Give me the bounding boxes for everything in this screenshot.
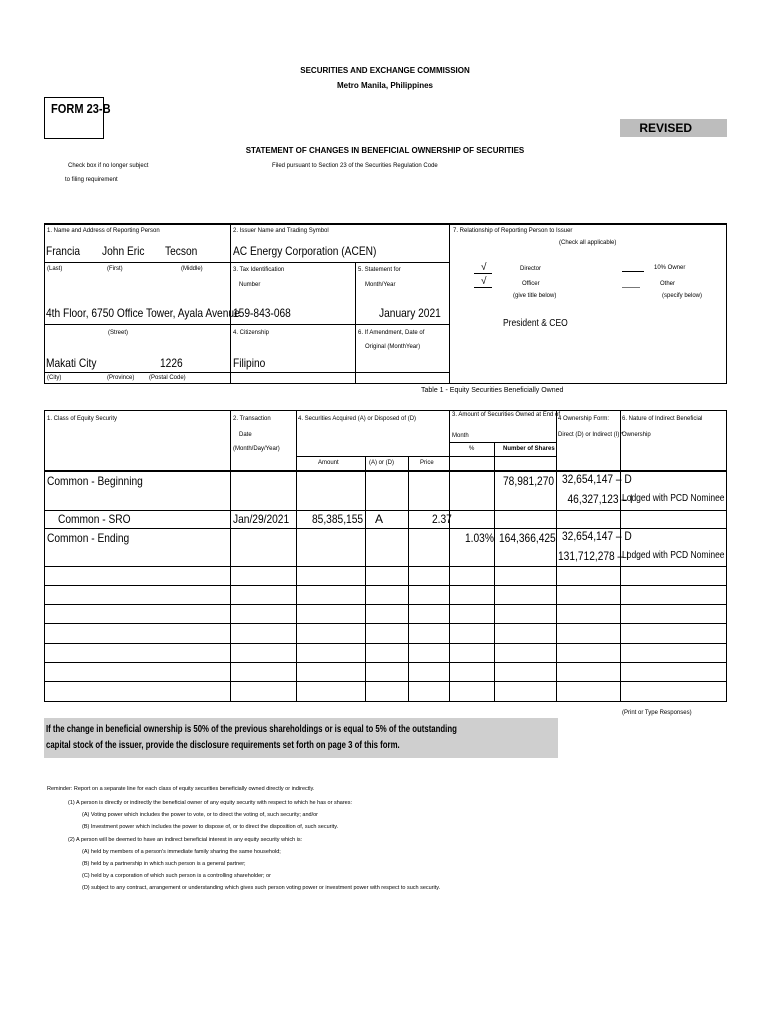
reminder-p2: (2) A person will be deemed to have an indirect beneficial interest in any equity security which is: [68,837,303,843]
table-row-shares: 78,981,270 [503,474,555,488]
city: Makati City [46,356,97,370]
form-subtitle: Filed pursuant to Section 23 of the Securities Regulation Code [272,163,438,169]
revised-badge: REVISED [620,119,727,137]
reminder-p2b: (B) held by a partnership in which such person is a general partner; [82,861,246,867]
col-date-header-2: Date [239,432,252,438]
table-row-date: Jan/29/2021 [233,512,290,526]
tin-label: 3. Tax Identification [233,267,285,273]
postal-label: (Postal Code) [149,375,186,381]
director-check-icon: √ [481,262,487,273]
col-owned-header: 3. Amount of Securities Owned at End of [452,412,561,418]
owner10-label: 10% Owner [654,265,686,271]
table-row-amount: 85,385,155 [312,512,364,526]
reminder-intro: Reminder: Report on a separate line for each class of equity securities beneficially owned directly or indirectly. [47,786,315,792]
agency-title: SECURITIES AND EXCHANGE COMMISSION [300,66,470,75]
director-label: Director [520,266,542,272]
table-row-nature: Lodged with PCD Nominee [622,493,725,504]
last-name: Francia [46,244,81,258]
check-box-label: Check box if no longer subject [68,163,149,169]
street-label: (Street) [108,330,129,336]
col-form-header: 4 Ownership Form: [558,416,610,422]
officer-label: Officer [522,281,540,287]
reminder-p1: (1) A person is directly or indirectly the beneficial owner of any equity security with respect to which he has or shares: [68,800,352,806]
form-title: STATEMENT OF CHANGES IN BENEFICIAL OWNERSHIP OF SECURITIES [245,146,525,155]
table-row-shares: 164,366,425 [499,531,556,545]
statement-value: January 2021 [379,306,441,320]
col-price-header: Price [420,460,434,466]
col-nature-header-2: Ownership [622,432,651,438]
print-note: (Print or Type Responses) [622,710,692,716]
check-box-label-2: to filing requirement [65,177,118,183]
table-row-form-indirect: 131,712,278 – I [558,549,629,563]
statement-label: 5. Statement for [358,267,401,273]
col-amount-header: Amount [318,460,339,466]
officer-check-icon: √ [481,276,487,287]
tin-value: 159-843-068 [233,306,291,320]
table-row-aord: A [375,512,384,526]
reminder-p1b: (B) Investment power which includes the power to dispose of, or to direct the disposition of, such security. [82,824,339,830]
col-acquired-header: 4. Securities Acquired (A) or Disposed of (D) [298,416,417,422]
col-date-header: 2. Transaction [233,416,271,422]
amendment-label-2: Original (MonthYear) [365,344,421,350]
other-label: Other [660,281,676,287]
statement-label-2: Month/Year [365,282,396,288]
table-title: Table 1 - Equity Securities Beneficially Owned [421,387,564,394]
other-note: (specify below) [662,293,703,299]
citizenship-value: Filipino [233,356,266,370]
form-name: FORM 23-B [44,97,104,139]
tin-label-2: Number [239,282,261,288]
issuer-label: 2. Issuer Name and Trading Symbol [233,228,329,234]
table-row-class: Common - Ending [47,531,130,545]
col-form-header-2: Direct (D) or Indirect (I) * [558,432,624,438]
officer-note: (give title below) [513,293,557,299]
reminder-p1a: (A) Voting power which includes the power to vote, or to direct the voting of, such security; and/or [82,812,319,818]
col-date-header-3: (Month/Day/Year) [233,446,280,452]
col-nature-header: 6. Nature of Indirect Beneficial [622,416,703,422]
col-owned-header-2: Month [452,433,469,439]
table-row-pct: 1.03% [465,531,494,545]
table-row-form-indirect: 46,327,123 – I [567,492,633,506]
relationship-label: 7. Relationship of Reporting Person to Issuer [453,228,573,234]
reminder-p2d: (D) subject to any contract, arrangement or understanding which gives such person voting power or investment power with respect to such security. [82,885,441,891]
check-all-label: (Check all applicable) [559,240,617,246]
reporting-person-label: 1. Name and Address of Reporting Person [47,228,160,234]
issuer-name: AC Energy Corporation (ACEN) [233,244,377,258]
middle-label: (Middle) [181,266,203,272]
street-address: 4th Floor, 6750 Office Tower, Ayala Avenue [46,306,240,320]
col-shares-header: Number of Shares [503,446,555,452]
agency-location: Metro Manila, Philippines [336,81,433,90]
amendment-label: 6. If Amendment, Date of [358,330,425,336]
table-row-class: Common - Beginning [47,474,143,488]
last-label: (Last) [47,266,63,272]
officer-title: President & CEO [503,318,568,329]
table-row-form-direct: 32,654,147 – D [562,529,632,543]
disclosure-notice: If the change in beneficial ownership is 50% of the previous shareholdings or is equal to 5% of the outstanding capital stock of the issuer, provide the disclosure requirements set forth on page 3 of this form. [44,718,558,758]
col-class-header: 1. Class of Equity Security [47,416,118,422]
middle-name: Tecson [165,244,198,258]
first-name: John Eric [102,244,145,258]
postal-code: 1226 [160,356,183,370]
citizenship-label: 4. Citizenship [233,330,270,336]
col-aord-header: (A) or (D) [369,460,394,466]
table-row-nature: Lodged with PCD Nominee [622,550,725,561]
province-label: (Province) [107,375,135,381]
table-row-class: Common - SRO [58,512,131,526]
reminder-p2a: (A) held by members of a person's immediate family sharing the same household; [82,849,281,855]
table-row-form-direct: 32,654,147 – D [562,472,632,486]
table-row-price: 2.37 [432,512,452,526]
city-label: (City) [47,375,62,381]
col-pct-header: % [469,446,475,452]
reminder-p2c: (C) held by a corporation of which such person is a controlling shareholder; or [82,873,271,879]
first-label: (First) [107,266,123,272]
